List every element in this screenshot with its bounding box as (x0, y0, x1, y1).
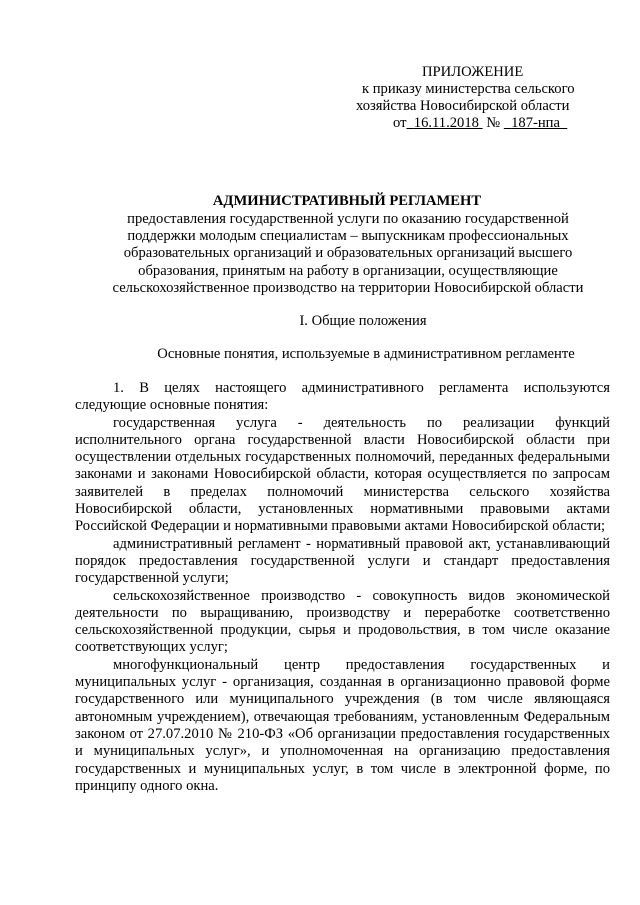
paragraph: 1. В целях настоящего административного регламента используются следующие основные понятия: (75, 380, 610, 414)
document-subtitle: предоставления государственной услуги по оказанию государственной поддержки молодым специалистам – выпускникам профессиональных образовательных организаций и образовательных организаций высшего образования, принятым на работу в организации, осуществляющие сельскохозяйственное производство на территории Новосибирской области (112, 211, 584, 296)
date-prefix: от (393, 115, 407, 131)
paragraph: административный регламент - нормативный правовой акт, устанавливающий порядок предоставления государственной услуги и стандарт предоставления государственной услуги; (75, 535, 610, 587)
appendix-line-ministry: хозяйства Новосибирской области (356, 98, 570, 114)
appendix-line-order: к приказу министерства сельского (362, 81, 575, 97)
appendix-title: ПРИЛОЖЕНИЕ (422, 64, 524, 80)
number-prefix: № (486, 115, 501, 131)
document-body (75, 380, 610, 795)
appendix-block (300, 64, 640, 132)
order-date: 16.11.2018 (413, 115, 479, 131)
paragraph: сельскохозяйственное производство - совокупность видов экономической деятельности по выращиванию, производству и переработке соответственно сельскохозяйственной продукции, сырья и продовольствия, в том числе оказание соответствующих услуг; (75, 587, 610, 656)
appendix-date-line (300, 115, 640, 132)
section-title: I. Общие положения (299, 313, 427, 329)
paragraph: многофункциональный центр предоставления государственных и муниципальных услуг - организация, созданная в организационно правовой форме государственного или муниципального учреждения (в том числе являющаяся автономным учреждением), отвечающая требованиям, установленным Федеральным законом от 27.07.2010 № 210-ФЗ «Об организации предоставления государственных и муниципальных услуг», и уполномоченная на организацию предоставления государственных и муниципальных услуг, в том числе в электронной форме, по принципу одного окна. (75, 656, 610, 794)
document-title: АДМИНИСТРАТИВНЫЙ РЕГЛАМЕНТ (212, 193, 482, 209)
paragraph: государственная услуга - деятельность по реализации функций исполнительного органа государственной власти Новосибирской области при осуществлении отдельных государственных полномочий, переданных федеральными законами и законами Новосибирской области, которая осуществляется по запросам заявителей в пределах полномочий министерства сельского хозяйства Новосибирской области, установленных нормативными правовыми актами Российской Федерации и нормативными правовыми актами Новосибирской области; (75, 414, 610, 535)
order-number: 187-нпа (511, 115, 560, 131)
subsection-title: Основные понятия, используемые в административном регламенте (157, 346, 575, 362)
